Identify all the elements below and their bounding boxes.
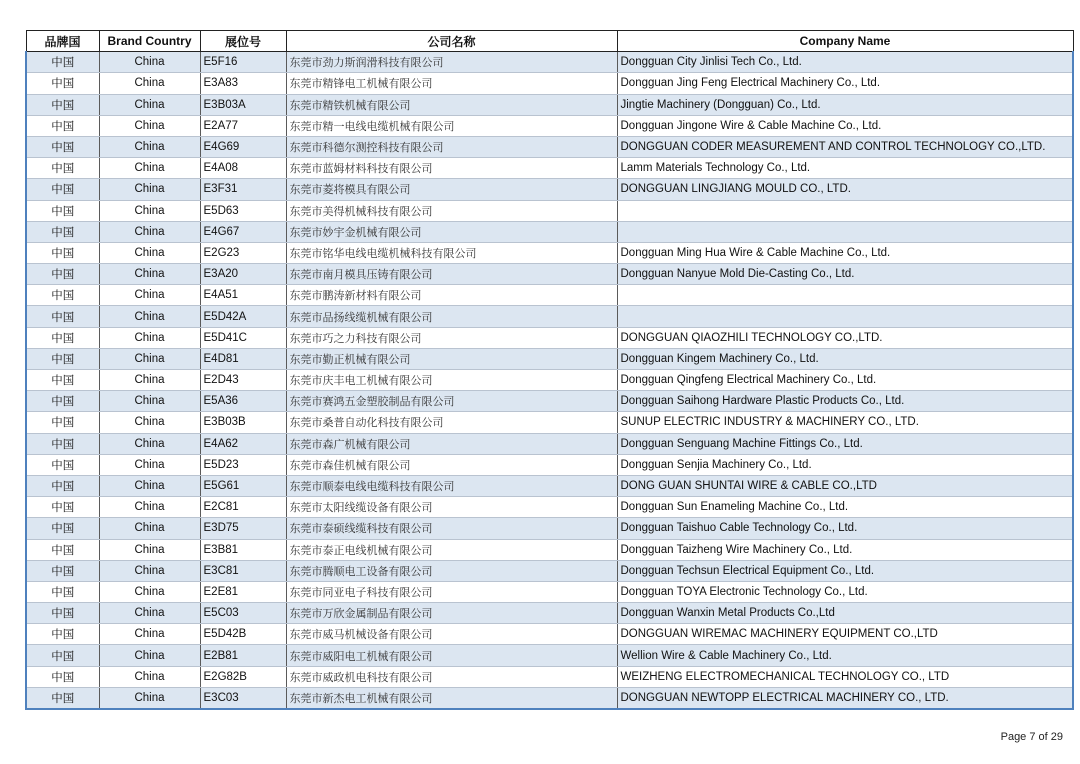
cell-company-name-cn: 东莞市同亚电子科技有限公司	[286, 581, 617, 602]
cell-company-name-cn: 东莞市森广机械有限公司	[286, 433, 617, 454]
cell-flag-country: 中国	[26, 348, 99, 369]
cell-brand-country: China	[99, 391, 200, 412]
table-row	[26, 454, 1073, 475]
exhibitor-table	[25, 30, 1074, 710]
table-row	[26, 348, 1073, 369]
cell-flag-country: 中国	[26, 136, 99, 157]
cell-company-name-cn: 东莞市科德尔测控科技有限公司	[286, 136, 617, 157]
cell-brand-country: China	[99, 581, 200, 602]
cell-company-name-cn: 东莞市泰正电线机械有限公司	[286, 539, 617, 560]
table-row	[26, 581, 1073, 602]
cell-company-name: Dongguan Taishuo Cable Technology Co., Ltd.	[617, 518, 1073, 539]
cell-brand-country: China	[99, 412, 200, 433]
cell-company-name-cn: 东莞市菱将模具有限公司	[286, 179, 617, 200]
cell-booth-number: E5C03	[200, 603, 286, 624]
header-company-name: Company Name	[617, 31, 1073, 52]
cell-flag-country: 中国	[26, 73, 99, 94]
table-row	[26, 136, 1073, 157]
cell-company-name: DONGGUAN QIAOZHILI TECHNOLOGY CO.,LTD.	[617, 327, 1073, 348]
cell-booth-number: E2G23	[200, 242, 286, 263]
cell-company-name-cn: 东莞市劲力斯润滑科技有限公司	[286, 52, 617, 73]
cell-flag-country: 中国	[26, 539, 99, 560]
cell-flag-country: 中国	[26, 285, 99, 306]
cell-company-name-cn: 东莞市威马机械设备有限公司	[286, 624, 617, 645]
table-row	[26, 518, 1073, 539]
cell-booth-number: E4A08	[200, 158, 286, 179]
cell-company-name: DONGGUAN LINGJIANG MOULD CO., LTD.	[617, 179, 1073, 200]
cell-company-name-cn: 东莞市桑普自动化科技有限公司	[286, 412, 617, 433]
cell-company-name: DONGGUAN WIREMAC MACHINERY EQUIPMENT CO.,LTD	[617, 624, 1073, 645]
cell-booth-number: E3D75	[200, 518, 286, 539]
cell-booth-number: E5F16	[200, 52, 286, 73]
cell-company-name-cn: 东莞市精一电线电缆机械有限公司	[286, 115, 617, 136]
cell-company-name-cn: 东莞市勤正机械有限公司	[286, 348, 617, 369]
cell-booth-number: E3B03B	[200, 412, 286, 433]
table-row	[26, 560, 1073, 581]
cell-company-name	[617, 306, 1073, 327]
cell-company-name: Lamm Materials Technology Co., Ltd.	[617, 158, 1073, 179]
table-row	[26, 666, 1073, 687]
cell-booth-number: E3A20	[200, 264, 286, 285]
table-row	[26, 327, 1073, 348]
cell-company-name-cn: 东莞市新杰电工机械有限公司	[286, 687, 617, 709]
cell-flag-country: 中国	[26, 327, 99, 348]
cell-brand-country: China	[99, 73, 200, 94]
cell-booth-number: E2A77	[200, 115, 286, 136]
cell-booth-number: E5D42A	[200, 306, 286, 327]
cell-brand-country: China	[99, 179, 200, 200]
cell-brand-country: China	[99, 200, 200, 221]
cell-flag-country: 中国	[26, 666, 99, 687]
cell-company-name: DONGGUAN NEWTOPP ELECTRICAL MACHINERY CO., LTD.	[617, 687, 1073, 709]
cell-company-name: Dongguan Jing Feng Electrical Machinery Co., Ltd.	[617, 73, 1073, 94]
cell-booth-number: E2G82B	[200, 666, 286, 687]
cell-company-name: Dongguan Ming Hua Wire & Cable Machine Co., Ltd.	[617, 242, 1073, 263]
cell-company-name: Dongguan Qingfeng Electrical Machinery Co., Ltd.	[617, 370, 1073, 391]
table-row	[26, 645, 1073, 666]
cell-brand-country: China	[99, 433, 200, 454]
cell-brand-country: China	[99, 645, 200, 666]
cell-company-name: Dongguan Kingem Machinery Co., Ltd.	[617, 348, 1073, 369]
cell-company-name-cn: 东莞市美得机械科技有限公司	[286, 200, 617, 221]
cell-company-name: Jingtie Machinery (Dongguan) Co., Ltd.	[617, 94, 1073, 115]
cell-brand-country: China	[99, 497, 200, 518]
cell-brand-country: China	[99, 603, 200, 624]
cell-brand-country: China	[99, 221, 200, 242]
cell-booth-number: E3C81	[200, 560, 286, 581]
cell-brand-country: China	[99, 454, 200, 475]
cell-flag-country: 中国	[26, 306, 99, 327]
table-row	[26, 603, 1073, 624]
cell-flag-country: 中国	[26, 221, 99, 242]
cell-booth-number: E5D63	[200, 200, 286, 221]
cell-brand-country: China	[99, 158, 200, 179]
cell-booth-number: E3A83	[200, 73, 286, 94]
table-row	[26, 264, 1073, 285]
cell-flag-country: 中国	[26, 687, 99, 709]
cell-company-name-cn: 东莞市赛鸿五金塑胶制品有限公司	[286, 391, 617, 412]
table-row	[26, 52, 1073, 73]
cell-flag-country: 中国	[26, 645, 99, 666]
cell-flag-country: 中国	[26, 115, 99, 136]
cell-company-name-cn: 东莞市铭华电线电缆机械科技有限公司	[286, 242, 617, 263]
cell-company-name: DONG GUAN SHUNTAI WIRE & CABLE CO.,LTD	[617, 475, 1073, 496]
cell-company-name: SUNUP ELECTRIC INDUSTRY & MACHINERY CO., LTD.	[617, 412, 1073, 433]
cell-company-name-cn: 东莞市精锋电工机械有限公司	[286, 73, 617, 94]
cell-flag-country: 中国	[26, 391, 99, 412]
cell-flag-country: 中国	[26, 560, 99, 581]
cell-flag-country: 中国	[26, 94, 99, 115]
cell-company-name-cn: 东莞市威政机电科技有限公司	[286, 666, 617, 687]
cell-booth-number: E2B81	[200, 645, 286, 666]
cell-flag-country: 中国	[26, 518, 99, 539]
table-row	[26, 285, 1073, 306]
cell-flag-country: 中国	[26, 370, 99, 391]
cell-brand-country: China	[99, 518, 200, 539]
cell-company-name	[617, 200, 1073, 221]
cell-company-name: Dongguan City Jinlisi Tech Co., Ltd.	[617, 52, 1073, 73]
cell-brand-country: China	[99, 94, 200, 115]
cell-brand-country: China	[99, 370, 200, 391]
table-row	[26, 412, 1073, 433]
cell-flag-country: 中国	[26, 603, 99, 624]
header-booth-number: 展位号	[200, 31, 286, 52]
cell-company-name-cn: 东莞市万欣金属制品有限公司	[286, 603, 617, 624]
cell-flag-country: 中国	[26, 433, 99, 454]
cell-company-name	[617, 221, 1073, 242]
cell-company-name-cn: 东莞市腾顺电工设备有限公司	[286, 560, 617, 581]
exhibitor-table-sheet	[25, 30, 1074, 710]
cell-booth-number: E4G69	[200, 136, 286, 157]
cell-company-name: Wellion Wire & Cable Machinery Co., Ltd.	[617, 645, 1073, 666]
cell-company-name-cn: 东莞市妙宇金机械有限公司	[286, 221, 617, 242]
cell-booth-number: E4A51	[200, 285, 286, 306]
cell-company-name: WEIZHENG ELECTROMECHANICAL TECHNOLOGY CO., LTD	[617, 666, 1073, 687]
cell-company-name-cn: 东莞市品扬线缆机械有限公司	[286, 306, 617, 327]
cell-flag-country: 中国	[26, 497, 99, 518]
table-row	[26, 539, 1073, 560]
cell-company-name-cn: 东莞市顺泰电线电缆科技有限公司	[286, 475, 617, 496]
header-flag-country: 品牌国	[26, 31, 99, 52]
cell-brand-country: China	[99, 285, 200, 306]
cell-flag-country: 中国	[26, 242, 99, 263]
table-header	[26, 31, 1073, 52]
cell-booth-number: E4D81	[200, 348, 286, 369]
cell-brand-country: China	[99, 539, 200, 560]
cell-company-name-cn: 东莞市泰硕线缆科技有限公司	[286, 518, 617, 539]
cell-company-name: Dongguan Nanyue Mold Die-Casting Co., Ltd.	[617, 264, 1073, 285]
cell-company-name: Dongguan Senjia Machinery Co., Ltd.	[617, 454, 1073, 475]
cell-brand-country: China	[99, 52, 200, 73]
table-row	[26, 391, 1073, 412]
cell-flag-country: 中国	[26, 412, 99, 433]
cell-company-name-cn: 东莞市南月模具压铸有限公司	[286, 264, 617, 285]
cell-flag-country: 中国	[26, 158, 99, 179]
cell-company-name-cn: 东莞市威阳电工机械有限公司	[286, 645, 617, 666]
cell-booth-number: E5A36	[200, 391, 286, 412]
table-row	[26, 179, 1073, 200]
cell-company-name: DONGGUAN CODER MEASUREMENT AND CONTROL TECHNOLOGY CO.,LTD.	[617, 136, 1073, 157]
cell-company-name: Dongguan Saihong Hardware Plastic Products Co., Ltd.	[617, 391, 1073, 412]
cell-booth-number: E2D43	[200, 370, 286, 391]
table-row	[26, 475, 1073, 496]
cell-brand-country: China	[99, 475, 200, 496]
cell-flag-country: 中国	[26, 624, 99, 645]
cell-booth-number: E5D41C	[200, 327, 286, 348]
cell-brand-country: China	[99, 624, 200, 645]
cell-booth-number: E4G67	[200, 221, 286, 242]
cell-booth-number: E4A62	[200, 433, 286, 454]
cell-company-name-cn: 东莞市精铁机械有限公司	[286, 94, 617, 115]
cell-booth-number: E3C03	[200, 687, 286, 709]
cell-company-name: Dongguan Wanxin Metal Products Co.,Ltd	[617, 603, 1073, 624]
cell-brand-country: China	[99, 327, 200, 348]
table-row	[26, 624, 1073, 645]
table-row	[26, 94, 1073, 115]
cell-company-name: Dongguan Sun Enameling Machine Co., Ltd.	[617, 497, 1073, 518]
table-row	[26, 115, 1073, 136]
cell-company-name-cn: 东莞市巧之力科技有限公司	[286, 327, 617, 348]
cell-flag-country: 中国	[26, 475, 99, 496]
cell-brand-country: China	[99, 136, 200, 157]
table-row	[26, 433, 1073, 454]
table-row	[26, 200, 1073, 221]
header-company-name-cn: 公司名称	[286, 31, 617, 52]
cell-company-name: Dongguan Techsun Electrical Equipment Co., Ltd.	[617, 560, 1073, 581]
cell-company-name: Dongguan Senguang Machine Fittings Co., Ltd.	[617, 433, 1073, 454]
cell-flag-country: 中国	[26, 179, 99, 200]
cell-brand-country: China	[99, 264, 200, 285]
cell-company-name: Dongguan Taizheng Wire Machinery Co., Ltd.	[617, 539, 1073, 560]
cell-flag-country: 中国	[26, 454, 99, 475]
cell-company-name-cn: 东莞市森佳机械有限公司	[286, 454, 617, 475]
cell-company-name	[617, 285, 1073, 306]
cell-company-name-cn: 东莞市庆丰电工机械有限公司	[286, 370, 617, 391]
table-body	[26, 52, 1073, 709]
cell-booth-number: E3B03A	[200, 94, 286, 115]
table-row	[26, 370, 1073, 391]
header-brand-country: Brand Country	[99, 31, 200, 52]
cell-booth-number: E2E81	[200, 581, 286, 602]
cell-flag-country: 中国	[26, 581, 99, 602]
header-row	[26, 31, 1073, 52]
table-row	[26, 497, 1073, 518]
page-number: Page 7 of 29	[1000, 731, 1063, 743]
cell-company-name-cn: 东莞市太阳线缆设备有限公司	[286, 497, 617, 518]
table-row	[26, 158, 1073, 179]
cell-flag-country: 中国	[26, 52, 99, 73]
cell-flag-country: 中国	[26, 264, 99, 285]
table-row	[26, 306, 1073, 327]
table-row	[26, 687, 1073, 709]
cell-company-name: Dongguan Jingone Wire & Cable Machine Co., Ltd.	[617, 115, 1073, 136]
cell-booth-number: E5G61	[200, 475, 286, 496]
cell-brand-country: China	[99, 666, 200, 687]
cell-brand-country: China	[99, 687, 200, 709]
cell-brand-country: China	[99, 115, 200, 136]
cell-company-name-cn: 东莞市鹏涛新材料有限公司	[286, 285, 617, 306]
cell-brand-country: China	[99, 306, 200, 327]
cell-booth-number: E3F31	[200, 179, 286, 200]
cell-company-name-cn: 东莞市蓝姆材料科技有限公司	[286, 158, 617, 179]
cell-brand-country: China	[99, 560, 200, 581]
cell-flag-country: 中国	[26, 200, 99, 221]
table-row	[26, 221, 1073, 242]
table-row	[26, 73, 1073, 94]
cell-brand-country: China	[99, 242, 200, 263]
cell-booth-number: E3B81	[200, 539, 286, 560]
table-row	[26, 242, 1073, 263]
cell-company-name: Dongguan TOYA Electronic Technology Co., Ltd.	[617, 581, 1073, 602]
cell-brand-country: China	[99, 348, 200, 369]
cell-booth-number: E5D23	[200, 454, 286, 475]
cell-booth-number: E2C81	[200, 497, 286, 518]
cell-booth-number: E5D42B	[200, 624, 286, 645]
